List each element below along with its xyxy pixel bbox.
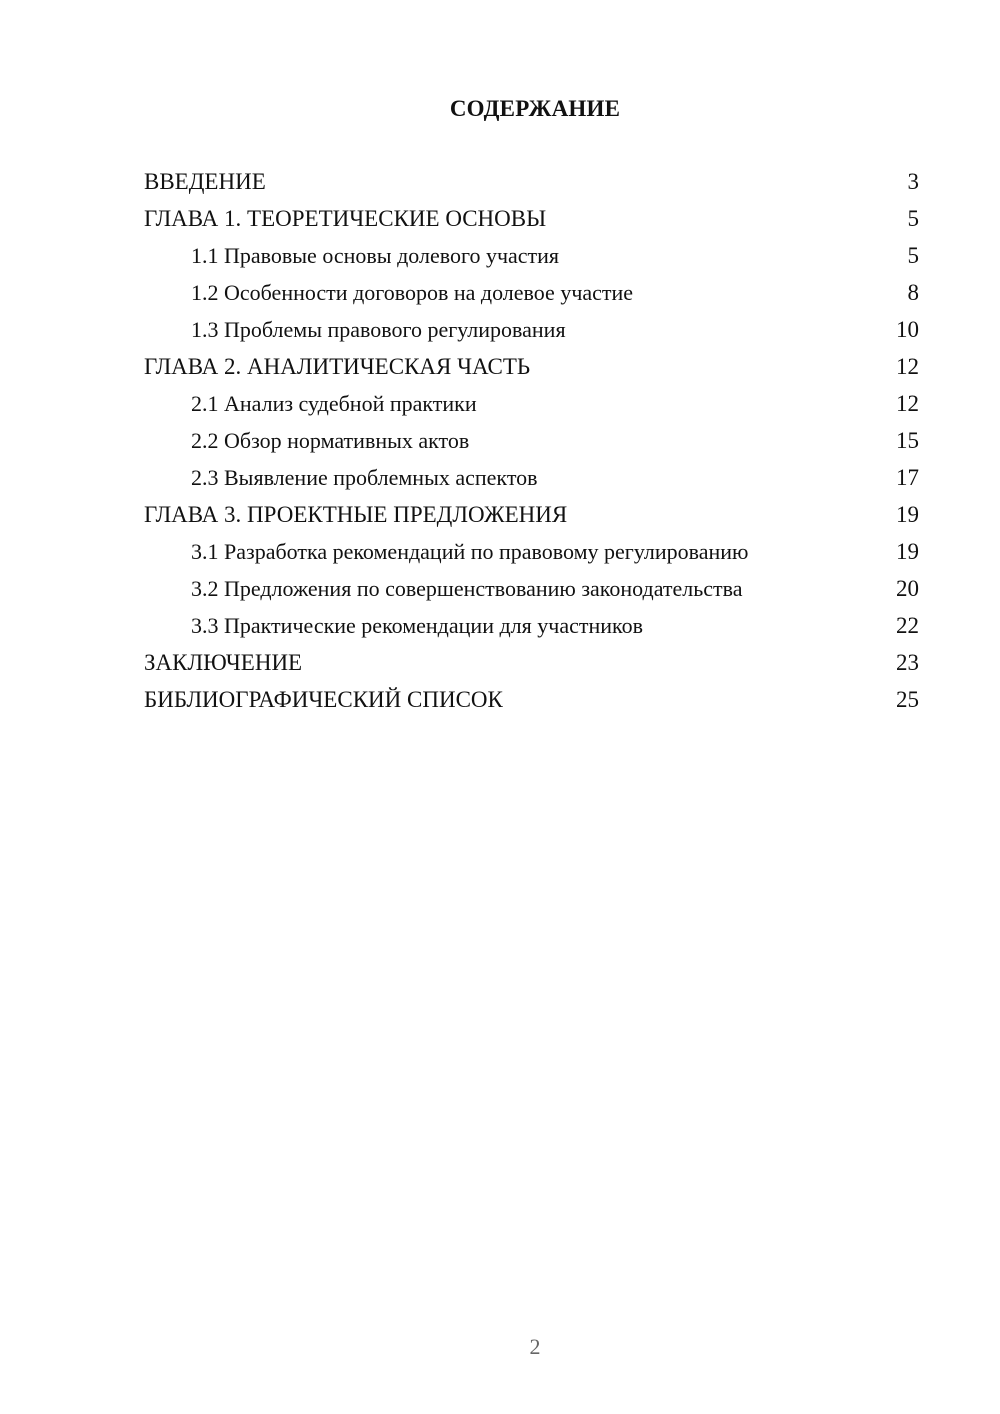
toc-entry-page: 23 [896,650,919,675]
toc-subentry [144,612,919,640]
toc-subentry [144,279,919,307]
toc-entry-page: 3 [907,169,919,194]
toc-subentry [144,390,919,418]
toc-entry-label: ВВЕДЕНИЕ [144,169,266,194]
toc-entry-page: 20 [896,576,919,601]
toc-entry-page: 22 [896,613,919,638]
toc-entry-label: 1.2 Особенности договоров на долевое участие [191,280,634,305]
toc-entry-label: ГЛАВА 1. ТЕОРЕТИЧЕСКИЕ ОСНОВЫ [144,206,547,231]
toc-entry-label: ГЛАВА 2. АНАЛИТИЧЕСКАЯ ЧАСТЬ [144,354,531,379]
toc-subentry [144,316,919,344]
toc-entry-label: ЗАКЛЮЧЕНИЕ [144,650,303,675]
toc-entry-label: 3.2 Предложения по совершенствованию законодательства [191,576,743,601]
toc-subentry [144,464,919,492]
toc-entry-label: 2.2 Обзор нормативных актов [191,428,470,453]
page-number: 2 [529,1334,541,1359]
toc-subentry [144,575,919,603]
toc-entry-label: 2.1 Анализ судебной практики [191,391,477,416]
toc-entry-page: 5 [907,206,919,231]
toc-entry [144,649,919,677]
toc-entry-label: ГЛАВА 3. ПРОЕКТНЫЕ ПРЕДЛОЖЕНИЯ [144,502,568,527]
toc-subentry [144,538,919,566]
toc-entry-page: 19 [896,502,919,527]
toc-entry-page: 5 [907,243,919,268]
toc-entry-label: 1.1 Правовые основы долевого участия [191,243,560,268]
toc-entry-page: 19 [896,539,919,564]
toc-subentry [144,427,919,455]
toc-entry [144,168,919,196]
toc-entry-label: 1.3 Проблемы правового регулирования [191,317,566,342]
toc-entry [144,501,919,529]
toc-title: СОДЕРЖАНИЕ [449,96,621,121]
table-of-contents [144,168,919,723]
toc-entry [144,353,919,381]
toc-subentry [144,242,919,270]
toc-entry-page: 12 [896,354,919,379]
toc-entry-page: 25 [896,687,919,712]
toc-entry [144,205,919,233]
toc-entry-label: 3.1 Разработка рекомендаций по правовому регулированию [191,539,749,564]
toc-entry-page: 17 [896,465,919,490]
toc-entry [144,686,919,714]
toc-entry-label: 2.3 Выявление проблемных аспектов [191,465,538,490]
toc-entry-page: 15 [896,428,919,453]
toc-entry-page: 10 [896,317,919,342]
toc-entry-page: 8 [907,280,919,305]
toc-entry-page: 12 [896,391,919,416]
toc-entry-label: 3.3 Практические рекомендации для участников [191,613,643,638]
toc-entry-label: БИБЛИОГРАФИЧЕСКИЙ СПИСОК [144,687,503,712]
